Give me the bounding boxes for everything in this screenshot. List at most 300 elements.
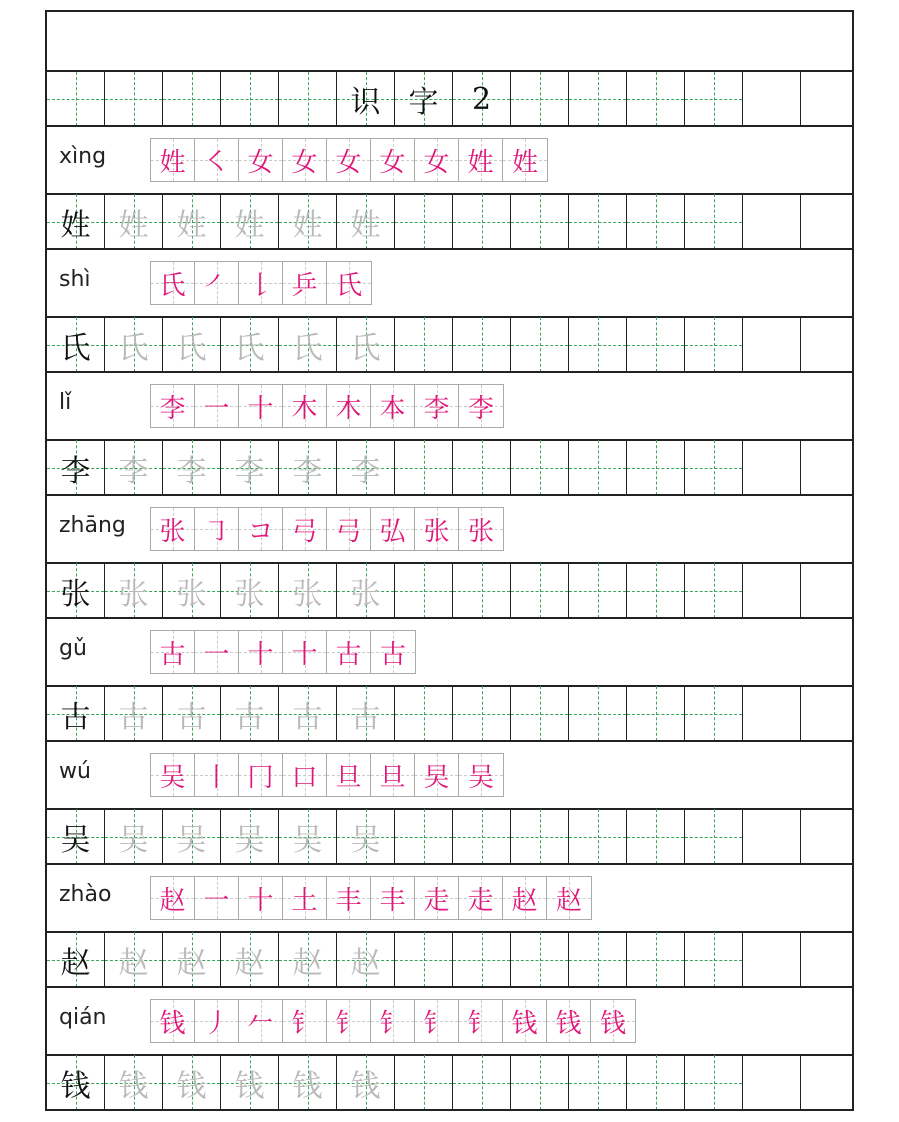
grid-cell [569, 1055, 627, 1110]
stroke-glyph: 氏 [335, 270, 362, 301]
practice-row [47, 194, 852, 249]
model-char: 李 [60, 453, 91, 489]
grid-cell [395, 932, 453, 987]
pinyin-row [47, 741, 852, 809]
pinyin-label: gǔ [59, 636, 87, 661]
grid-cell [337, 1055, 395, 1110]
grid-cell [163, 932, 221, 987]
trace-char: 氏 [176, 330, 207, 366]
trace-char: 氏 [292, 330, 323, 366]
trace-char: 姓 [350, 207, 381, 243]
grid-cell [627, 72, 685, 126]
stroke-step [371, 508, 415, 550]
grid-cell [337, 72, 395, 126]
stroke-step [327, 877, 371, 919]
stroke-step [371, 139, 415, 181]
stroke-step [459, 139, 503, 181]
stroke-step [195, 262, 239, 304]
grid-cell [569, 194, 627, 249]
stroke-step [195, 139, 239, 181]
practice-row [47, 1055, 852, 1110]
grid-cell [105, 72, 163, 126]
grid-cell [337, 563, 395, 618]
trace-char: 吴 [350, 822, 381, 858]
grid-cell [569, 317, 627, 372]
trace-char: 钱 [118, 1068, 149, 1104]
grid-cell [337, 440, 395, 495]
grid-cell [47, 932, 105, 987]
grid-cell [279, 72, 337, 126]
grid-cell [743, 932, 801, 987]
grid-cell [569, 809, 627, 864]
stroke-step [415, 508, 459, 550]
stroke-glyph: 张 [159, 516, 186, 547]
trace-char: 氏 [118, 330, 149, 366]
stroke-glyph: 弓 [335, 516, 362, 547]
grid-cell [511, 194, 569, 249]
stroke-step [283, 262, 327, 304]
stroke-glyph: 女 [247, 147, 274, 178]
trace-char: 赵 [118, 945, 149, 981]
grid-cell [47, 440, 105, 495]
stroke-step [327, 631, 371, 673]
grid-cell [221, 809, 279, 864]
grid-cell [163, 563, 221, 618]
stroke-glyph: 一 [203, 639, 230, 670]
grid-cell [337, 809, 395, 864]
stroke-glyph: 张 [423, 516, 450, 547]
stroke-glyph: 钅 [423, 1008, 450, 1039]
grid-cell [221, 194, 279, 249]
stroke-order-box [150, 753, 504, 797]
grid-cell [163, 72, 221, 126]
stroke-step [459, 385, 503, 427]
grid-cell [47, 194, 105, 249]
stroke-step [195, 631, 239, 673]
grid-cell [163, 317, 221, 372]
grid-cell [221, 686, 279, 741]
stroke-step [327, 508, 371, 550]
grid-cell [279, 440, 337, 495]
stroke-step [415, 754, 459, 796]
stroke-step [239, 508, 283, 550]
trace-char: 钱 [350, 1068, 381, 1104]
grid-cell [47, 809, 105, 864]
grid-cell [337, 194, 395, 249]
stroke-step [503, 877, 547, 919]
grid-cell [627, 1055, 685, 1110]
stroke-step [371, 631, 415, 673]
grid-cell [743, 1055, 801, 1110]
grid-cell [453, 1055, 511, 1110]
stroke-step [151, 262, 195, 304]
trace-char: 张 [118, 576, 149, 612]
stroke-step [547, 1000, 591, 1042]
stroke-glyph: 土 [291, 885, 318, 916]
stroke-glyph: 乒 [291, 270, 318, 301]
practice-row [47, 440, 852, 495]
pinyin-label: zhào [59, 882, 112, 907]
practice-row [47, 317, 852, 372]
grid-cell [337, 932, 395, 987]
trace-char: 赵 [234, 945, 265, 981]
grid-cell [453, 686, 511, 741]
model-char: 氏 [60, 330, 91, 366]
stroke-glyph: 古 [379, 639, 406, 670]
stroke-step [371, 385, 415, 427]
stroke-glyph: 口 [291, 762, 318, 793]
grid-cell [685, 563, 743, 618]
grid-cell [105, 809, 163, 864]
stroke-glyph: 钱 [159, 1008, 186, 1039]
stroke-step [239, 754, 283, 796]
trace-char: 赵 [176, 945, 207, 981]
grid-cell [395, 440, 453, 495]
stroke-step [195, 877, 239, 919]
stroke-step [459, 1000, 503, 1042]
stroke-glyph: 旦 [335, 762, 362, 793]
stroke-step [415, 385, 459, 427]
grid-cell [511, 932, 569, 987]
trace-char: 姓 [234, 207, 265, 243]
stroke-glyph: 姓 [467, 147, 494, 178]
stroke-step [195, 508, 239, 550]
stroke-step [327, 262, 371, 304]
grid-cell [47, 1055, 105, 1110]
pinyin-label: qián [59, 1005, 107, 1030]
grid-cell [337, 317, 395, 372]
stroke-glyph: 旦 [379, 762, 406, 793]
grid-cell [453, 440, 511, 495]
grid-cell [163, 1055, 221, 1110]
pinyin-label: xìng [59, 144, 107, 169]
stroke-step [239, 877, 283, 919]
grid-cell [221, 563, 279, 618]
stroke-glyph: 女 [423, 147, 450, 178]
grid-cell [801, 440, 859, 495]
grid-cell [743, 317, 801, 372]
grid-cell [453, 317, 511, 372]
stroke-step [151, 877, 195, 919]
pinyin-row [47, 618, 852, 686]
stroke-glyph: 丰 [335, 885, 362, 916]
stroke-step [151, 631, 195, 673]
trace-char: 吴 [118, 822, 149, 858]
grid-cell [569, 686, 627, 741]
grid-cell [627, 809, 685, 864]
stroke-step [415, 139, 459, 181]
trace-char: 氏 [350, 330, 381, 366]
grid-cell [685, 686, 743, 741]
stroke-glyph: 钅 [379, 1008, 406, 1039]
stroke-step [283, 1000, 327, 1042]
grid-cell [685, 194, 743, 249]
stroke-step [239, 385, 283, 427]
title-row [47, 72, 852, 126]
stroke-order-box [150, 876, 592, 920]
stroke-step [459, 754, 503, 796]
stroke-glyph: 丨 [203, 762, 230, 793]
grid-cell [627, 686, 685, 741]
stroke-glyph: 古 [159, 639, 186, 670]
grid-cell [801, 563, 859, 618]
grid-cell [47, 317, 105, 372]
grid-cell [163, 440, 221, 495]
stroke-glyph: 冂 [247, 762, 274, 793]
stroke-step [371, 754, 415, 796]
grid-cell [395, 317, 453, 372]
stroke-step [239, 631, 283, 673]
stroke-step [327, 754, 371, 796]
model-char: 钱 [60, 1068, 91, 1104]
trace-char: 姓 [118, 207, 149, 243]
grid-cell [163, 686, 221, 741]
grid-cell [685, 1055, 743, 1110]
pinyin-row [47, 126, 852, 194]
stroke-glyph: 李 [159, 393, 186, 424]
stroke-step [151, 139, 195, 181]
pinyin-row [47, 864, 852, 932]
grid-cell [743, 440, 801, 495]
grid-cell [105, 563, 163, 618]
grid-cell [743, 72, 801, 126]
stroke-order-box [150, 261, 372, 305]
stroke-step [283, 385, 327, 427]
grid-cell [685, 317, 743, 372]
stroke-glyph: 赵 [159, 885, 186, 916]
grid-cell [395, 72, 453, 126]
grid-cell [105, 194, 163, 249]
grid-cell [47, 686, 105, 741]
model-char: 吴 [60, 822, 91, 858]
stroke-glyph: 十 [247, 639, 274, 670]
practice-row [47, 809, 852, 864]
stroke-glyph: 一 [203, 393, 230, 424]
model-char: 古 [60, 699, 91, 735]
trace-char: 赵 [350, 945, 381, 981]
stroke-step [503, 139, 547, 181]
title-char: 识 [350, 85, 381, 120]
stroke-glyph: ㇛ [203, 147, 230, 178]
stroke-step [239, 262, 283, 304]
pinyin-row [47, 372, 852, 440]
grid-cell [279, 563, 337, 618]
model-char: 张 [60, 576, 91, 612]
stroke-step [415, 1000, 459, 1042]
grid-cell [221, 1055, 279, 1110]
stroke-glyph: 赵 [511, 885, 538, 916]
stroke-glyph: 钱 [511, 1008, 538, 1039]
stroke-glyph: 走 [423, 885, 450, 916]
grid-cell [105, 317, 163, 372]
trace-char: 吴 [176, 822, 207, 858]
stroke-glyph: 女 [335, 147, 362, 178]
stroke-glyph: 钅 [291, 1008, 318, 1039]
stroke-step [459, 877, 503, 919]
stroke-step [151, 508, 195, 550]
grid-cell [569, 440, 627, 495]
stroke-step [283, 508, 327, 550]
stroke-glyph: 一 [203, 885, 230, 916]
title-char: 2 [471, 81, 492, 117]
grid-cell [453, 932, 511, 987]
stroke-glyph: 钅 [335, 1008, 362, 1039]
grid-cell [395, 809, 453, 864]
model-char: 赵 [60, 945, 91, 981]
stroke-glyph: 钱 [599, 1008, 626, 1039]
stroke-glyph: 钅 [467, 1008, 494, 1039]
stroke-step [195, 385, 239, 427]
grid-cell [801, 686, 859, 741]
grid-cell [279, 317, 337, 372]
stroke-step [283, 631, 327, 673]
trace-char: 钱 [292, 1068, 323, 1104]
grid-cell [105, 1055, 163, 1110]
grid-cell [511, 1055, 569, 1110]
grid-cell [395, 563, 453, 618]
stroke-glyph: 𠂉 [247, 1008, 274, 1039]
trace-char: 古 [292, 699, 323, 735]
grid-cell [801, 317, 859, 372]
grid-cell [453, 809, 511, 864]
stroke-step [151, 1000, 195, 1042]
stroke-step [327, 385, 371, 427]
stroke-glyph: 姓 [159, 147, 186, 178]
stroke-order-box [150, 384, 504, 428]
grid-cell [627, 932, 685, 987]
title-char: 字 [408, 85, 439, 120]
grid-cell [801, 932, 859, 987]
stroke-glyph: 丿 [203, 1008, 230, 1039]
worksheet [45, 10, 854, 1111]
stroke-step [415, 877, 459, 919]
stroke-order-box [150, 507, 504, 551]
grid-cell [685, 72, 743, 126]
grid-cell [221, 317, 279, 372]
stroke-step [547, 877, 591, 919]
grid-cell [395, 1055, 453, 1110]
grid-cell [279, 932, 337, 987]
grid-cell [801, 194, 859, 249]
grid-cell [105, 932, 163, 987]
grid-cell [511, 317, 569, 372]
stroke-step [195, 1000, 239, 1042]
grid-cell [627, 317, 685, 372]
trace-char: 古 [350, 699, 381, 735]
model-char: 姓 [60, 207, 91, 243]
stroke-glyph: 十 [291, 639, 318, 670]
trace-char: 姓 [176, 207, 207, 243]
stroke-step [239, 1000, 283, 1042]
trace-char: 张 [176, 576, 207, 612]
trace-char: 姓 [292, 207, 323, 243]
stroke-step [327, 1000, 371, 1042]
stroke-step [327, 139, 371, 181]
grid-cell [801, 1055, 859, 1110]
grid-cell [569, 72, 627, 126]
stroke-glyph: 𠄌 [247, 270, 274, 301]
grid-cell [221, 72, 279, 126]
stroke-glyph: 木 [291, 393, 318, 424]
practice-row [47, 686, 852, 741]
grid-cell [569, 563, 627, 618]
stroke-step [283, 754, 327, 796]
trace-char: 吴 [234, 822, 265, 858]
grid-cell [47, 563, 105, 618]
stroke-order-box [150, 138, 548, 182]
grid-cell [105, 440, 163, 495]
trace-char: 古 [176, 699, 207, 735]
grid-cell [801, 72, 859, 126]
grid-cell [743, 809, 801, 864]
trace-char: 李 [292, 453, 323, 489]
stroke-glyph: 赵 [555, 885, 582, 916]
grid-cell [395, 194, 453, 249]
pinyin-label: shì [59, 267, 91, 292]
grid-cell [743, 686, 801, 741]
stroke-step [503, 1000, 547, 1042]
grid-cell [47, 72, 105, 126]
trace-char: 钱 [176, 1068, 207, 1104]
stroke-step [459, 508, 503, 550]
grid-cell [685, 440, 743, 495]
stroke-step [239, 139, 283, 181]
stroke-step [283, 877, 327, 919]
stroke-glyph: ㇆ [203, 516, 230, 547]
stroke-order-box [150, 630, 416, 674]
stroke-step [283, 139, 327, 181]
pinyin-row [47, 249, 852, 317]
stroke-step [151, 385, 195, 427]
practice-row [47, 563, 852, 618]
stroke-glyph: 吴 [159, 762, 186, 793]
grid-cell [627, 563, 685, 618]
stroke-glyph: 姓 [511, 147, 538, 178]
stroke-step [591, 1000, 635, 1042]
grid-cell [453, 194, 511, 249]
stroke-glyph: 钱 [555, 1008, 582, 1039]
grid-cell [511, 563, 569, 618]
grid-cell [627, 194, 685, 249]
stroke-glyph: 李 [423, 393, 450, 424]
stroke-glyph: コ [247, 516, 274, 547]
grid-cell [221, 932, 279, 987]
grid-cell [511, 809, 569, 864]
stroke-glyph: 木 [335, 393, 362, 424]
trace-char: 赵 [292, 945, 323, 981]
grid-cell [801, 809, 859, 864]
trace-char: 氏 [234, 330, 265, 366]
stroke-glyph: 十 [247, 885, 274, 916]
grid-cell [279, 686, 337, 741]
stroke-step [151, 754, 195, 796]
stroke-step [371, 877, 415, 919]
pinyin-label: wú [59, 759, 91, 784]
stroke-glyph: 本 [379, 393, 406, 424]
pinyin-row [47, 987, 852, 1055]
grid-cell [221, 440, 279, 495]
stroke-glyph: 氏 [159, 270, 186, 301]
practice-row [47, 932, 852, 987]
trace-char: 古 [234, 699, 265, 735]
grid-cell [511, 686, 569, 741]
stroke-glyph: 弘 [379, 516, 406, 547]
trace-char: 吴 [292, 822, 323, 858]
stroke-order-box [150, 999, 636, 1043]
grid-cell [569, 932, 627, 987]
stroke-glyph: 古 [335, 639, 362, 670]
grid-cell [453, 72, 511, 126]
